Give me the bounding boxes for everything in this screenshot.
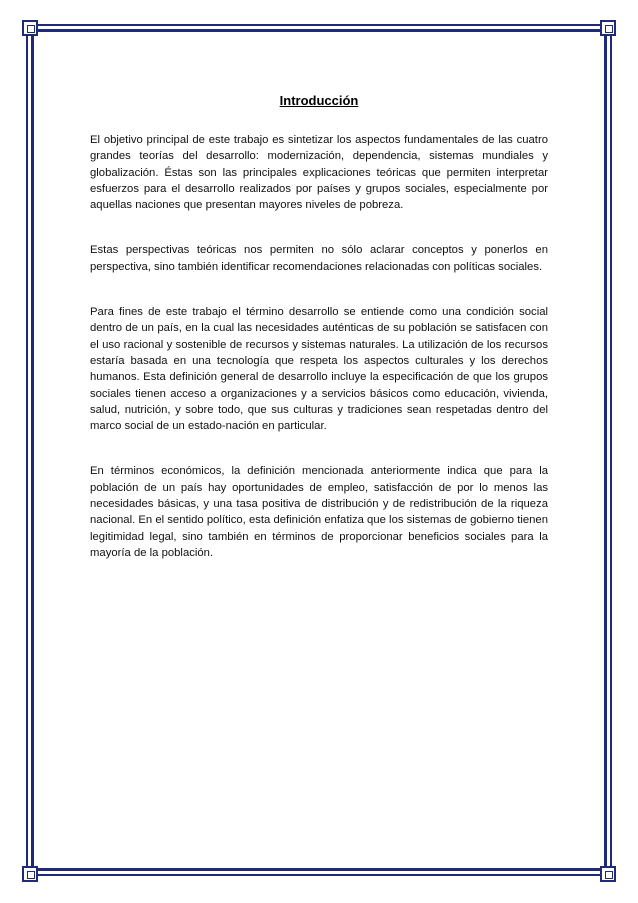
paragraph-objective: El objetivo principal de este trabajo es sintetizar los aspectos fundamentales de las cuatro grandes teorías del desarrollo: modernización, dependencia, sistemas mundiales y globalización. Éstas son las principales explicaciones teóricas que permiten interpretar esfuerzos para el desarrollo realizados por países y grupos sociales, especialmente por aquellas naciones que presentan mayores niveles de pobreza. <box>90 134 548 212</box>
border-corner-ornament-bottom-right <box>600 866 616 882</box>
document-body <box>90 92 548 590</box>
paragraph-perspectives: Estas perspectivas teóricas nos permiten no sólo aclarar conceptos y ponerlos en perspectiva, sino también identificar recomendaciones relacionadas con políticas sociales. <box>90 244 548 273</box>
border-corner-ornament-top-left <box>22 20 38 36</box>
border-corner-ornament-top-right <box>600 20 616 36</box>
paragraph-development-definition: Para fines de este trabajo el término desarrollo se entiende como una condición social dentro de un país, en la cual las necesidades auténticas de su población se satisfacen con el uso racional y sostenible de recursos y sistemas naturales. La utilización de los recursos estaría basada en una tecnología que respeta los aspectos culturales y los derechos humanos. Esta definición general de desarrollo incluye la especificación de que los grupos sociales tienen acceso a organizaciones y a servicios básicos como educación, vivienda, salud, nutrición, y sobre todo, que sus culturas y tradiciones sean respetadas dentro del marco social de un estado-nación en particular. <box>90 306 548 433</box>
page-title: Introducción <box>279 93 359 108</box>
border-corner-ornament-bottom-left <box>22 866 38 882</box>
paragraph-economic-terms: En términos económicos, la definición mencionada anteriormente indica que para la población de un país hay oportunidades de empleo, satisfacción de por lo menos las necesidades básicas, y una tasa positiva de distribución y de redistribución de la riqueza nacional. En el sentido político, esta definición enfatiza que los sistemas de gobierno tienen legitimidad legal, sino también en términos de proporcionar beneficios sociales para la mayoría de la población. <box>90 465 548 559</box>
